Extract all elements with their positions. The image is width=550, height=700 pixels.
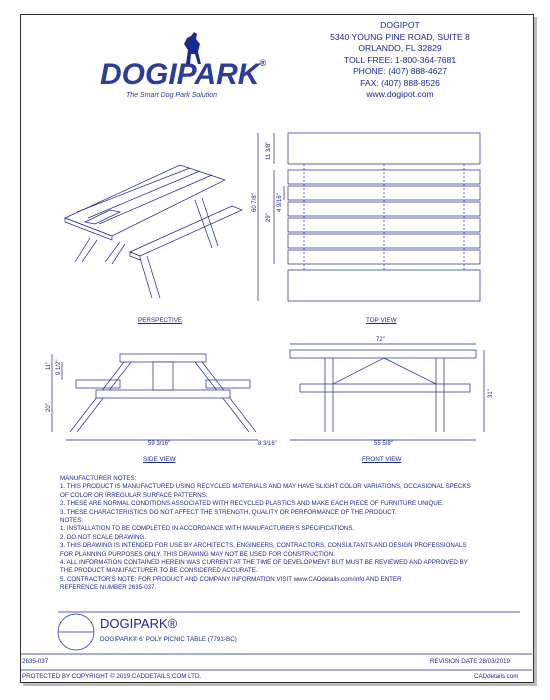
title-brand: DOGIPARK®	[100, 616, 178, 631]
note-m3: 3. THESE CHARACTERISTICS DO NOT AFFECT THE STRENGTH, QUALITY OR PERFORMANCE OF THE PRODUCT.	[60, 508, 397, 516]
perspective-drawing	[65, 165, 242, 298]
side-view-drawing	[52, 354, 258, 440]
company-website[interactable]: www.dogipot.com	[366, 89, 434, 99]
dim-side-upper: 11"	[46, 361, 52, 370]
dim-front-top: 72"	[376, 337, 385, 343]
label-side-view: SIDE VIEW	[143, 456, 176, 463]
note-n3a: 3. THIS DRAWING IS INTENDED FOR USE BY ARCHITECTS, ENGINEERS, CONTRACTORS, CONSULTANTS AND DESIGN PROFESSIONALS	[60, 542, 467, 550]
company-phone: PHONE: (407) 888-4627	[352, 66, 448, 76]
title-description: DOGIPARK® 6' POLY PICNIC TABLE (7791-BC)	[100, 636, 237, 643]
label-front-view: FRONT VIEW	[362, 456, 402, 463]
note-n5b: REFERENCE NUMBER 2635-037.	[60, 584, 157, 592]
dim-front-height: 31"	[488, 389, 494, 398]
footer-revision: REVISION DATE 28/03/2019	[430, 658, 511, 665]
note-n5a: 5. CONTRACTOR'S NOTE: FOR PRODUCT AND COMPANY INFORMATION VISIT www.CADdetails.com/info AND ENTER	[60, 575, 402, 583]
dim-side-board: 9 1/2"	[56, 359, 62, 375]
logo-registered: ®	[259, 58, 267, 68]
company-fax: FAX: (407) 888-8526	[360, 77, 440, 88]
notes-block	[60, 475, 510, 593]
footer-copyright: PROTECTED BY COPYRIGHT © 2019 CADDETAILS.COM LTD.	[22, 673, 202, 680]
logo-word: DOGIPARK	[100, 58, 260, 91]
note-m2: 2. THESE ARE NORMAL CONDITIONS ASSOCIATED WITH RECYCLED PLASTICS AND MAKE EACH PIECE OF FURNITURE UNIQUE.	[60, 500, 444, 508]
footer-ref: 2635-037	[22, 658, 49, 665]
dim-top-seat: 11 3/8"	[266, 141, 272, 160]
dim-front-overhang: 8 3/16"	[258, 441, 277, 447]
label-top-view: TOP VIEW	[366, 317, 397, 324]
company-address: 5340 YOUNG PINE ROAD, SUITE 8	[330, 31, 470, 42]
dim-top-board: 4 9/16"	[277, 193, 283, 212]
top-view-drawing	[258, 133, 480, 301]
front-view-drawing	[290, 344, 484, 440]
dim-side-height: 20"	[46, 403, 52, 412]
footer-site[interactable]: CADdetails.com	[474, 673, 519, 680]
note-m1b: OF COLOR OR IRREGULAR SURFACE PATTERNS.	[60, 491, 208, 499]
note-n2: 2. DO NOT SCALE DRAWING.	[60, 533, 146, 541]
note-n4b: THE PRODUCT MANUFACTURER TO BE CONSIDERED ACCURATE.	[60, 567, 258, 575]
note-m1a: 1. THIS PRODUCT IS MANUFACTURED USING RECYCLED MATERIALS AND MAY HAVE SLIGHT COLOR VARIATIONS, OCCASIONAL SPECKS	[60, 483, 471, 491]
logo-tagline: The Smart Dog Park Solution	[126, 92, 218, 99]
note-n3b: FOR PLANNING PURPOSES ONLY. THIS DRAWING MAY NOT BE USED FOR CONSTRUCTION.	[60, 550, 335, 558]
company-toll-free: TOLL FREE: 1-800-364-7681	[343, 54, 457, 65]
note-n4a: 4. ALL INFORMATION CONTAINED HEREIN WAS CURRENT AT THE TIME OF DEVELOPMENT BUT MUST BE REVIEWED AND APPROVED BY	[60, 559, 468, 567]
company-city: ORLANDO, FL 32829	[358, 43, 442, 53]
company-name: DOGIPOT	[380, 20, 420, 30]
label-perspective: PERSPECTIVE	[138, 317, 183, 324]
dim-top-total: 60 7/8"	[252, 193, 258, 212]
dim-side-width: 59 3/16"	[148, 441, 171, 447]
note-n1: 1. INSTALLATION TO BE COMPLETED IN ACCORDANCE WITH MANUFACTURER'S SPECIFICATIONS.	[60, 525, 355, 533]
notes-manufacturer-header: MANUFACTURER NOTES:	[60, 475, 137, 482]
notes-header: NOTES:	[60, 517, 84, 525]
dim-front-width: 55 5/8"	[374, 441, 393, 447]
dim-top-table: 29"	[266, 213, 272, 222]
